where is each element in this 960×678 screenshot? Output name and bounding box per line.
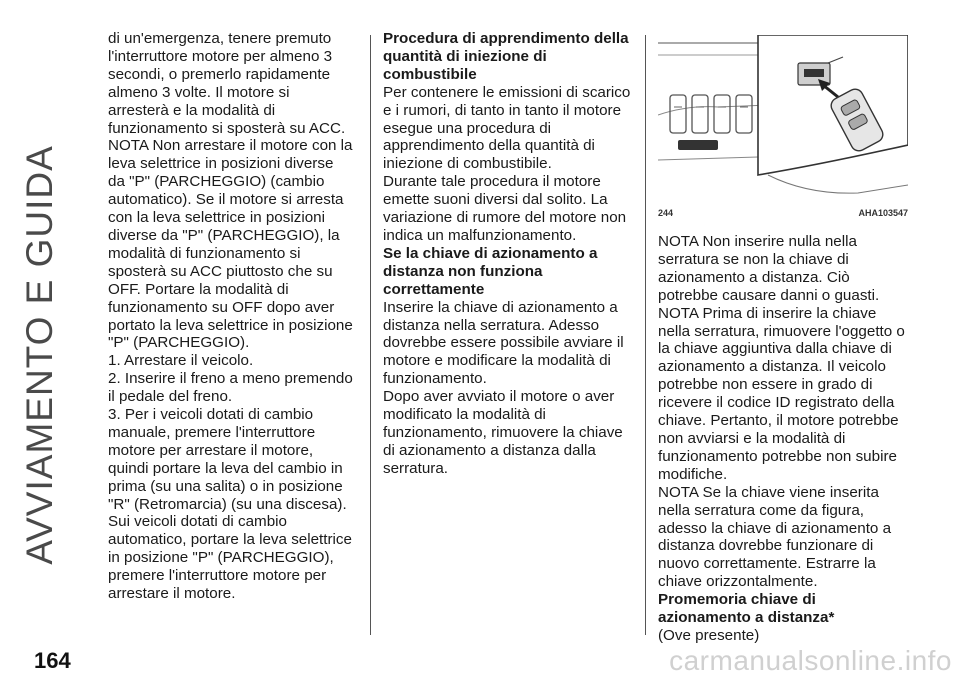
page-number: 164 (34, 648, 71, 673)
column-right (658, 233, 910, 645)
section-side-title: AVVIAMENTO E GUIDA (19, 145, 60, 565)
paragraph: Per contenere le emissioni di scarico e i rumori, di tanto in tanto il motore esegue una procedura di apprendimento della quantità di iniezione di combustibile. (383, 83, 631, 173)
column-left (108, 30, 354, 603)
paragraph: NOTA Non arrestare il motore con la leva selettrice in posizioni diverse da "P" (PARCHEGGIO) (cambio automatico). Se il motore si arresta con la leva selettrice in posizioni diverse da "P" (PARCHEGGIO), la modalità di funzionamento si sposterà su ACC piuttosto che su OFF. Portare la modalità di funzionamento su OFF dopo aver portato la leva selettrice in posizione "P" (PARCHEGGIO). (108, 137, 353, 352)
paragraph: Durante tale procedura il motore emette suoni diversi dal solito. La variazione di rumore del motore non indica un malfunzionamento. (383, 173, 627, 244)
figure-reference: AHA103547 (858, 208, 908, 218)
paragraph: NOTA Prima di inserire la chiave nella serratura, rimuovere l'oggetto o la chiave aggiuntiva dalla chiave di azionamento a distanza. Il veicolo potrebbe non essere in grado di ricevere il codice ID registrato della chiave. Pertanto, il motore potrebbe non avviarsi e la modalità di funzionamento potrebbe non subire modifiche. (658, 304, 905, 483)
paragraph: Dopo aver avviato il motore o aver modificato la modalità di funzionamento, rimuovere la chiave di azionamento a distanza dalla serratura. (383, 388, 623, 477)
section-heading: Procedura di apprendimento della quantità di iniezione di combustibile (383, 30, 629, 83)
column-divider (370, 35, 371, 635)
key-slot-illustration (658, 35, 908, 205)
figure-number: 244 (658, 208, 674, 218)
paragraph: NOTA Se la chiave viene inserita nella serratura come da figura, adesso la chiave di azionamento a distanza dovrebbe funzionare di nuovo correttamente. Estrarre la chiave orizzontalmente. (658, 483, 892, 591)
paragraph: NOTA Non inserire nulla nella serratura se non la chiave di azionamento a distanza. Ciò potrebbe causare danni o guasti. (658, 233, 880, 304)
column-middle (383, 30, 633, 478)
watermark: carmanualsonline.info (669, 645, 952, 676)
column-divider (645, 35, 646, 635)
list-item: 3. Per i veicoli dotati di cambio manuale, premere l'interruttore motore per arrestare il motore, quindi portare la leva del cambio in prima (su una salita) o in posizione "R" (Retromarcia) (su una discesa). Sui veicoli dotati di cambio automatico, portare la leva selettrice in posizione "P" (PARCHEGGIO), premere l'interruttore motore per arrestare il motore. (108, 406, 352, 603)
paragraph: (Ove presente) (658, 626, 760, 644)
paragraph: di un'emergenza, tenere premuto l'interruttore motore per almeno 3 secondi, o premerlo rapidamente almeno 3 volte. Il motore si arresterà e la modalità di funzionamento si sposterà su ACC. (108, 30, 346, 137)
list-item: 2. Inserire il freno a meno premendo il pedale del freno. (108, 370, 353, 406)
section-heading: Promemoria chiave di azionamento a distanza* (658, 591, 835, 627)
list-item: 1. Arrestare il veicolo. (108, 352, 254, 370)
key-slot-drawing (658, 35, 908, 205)
paragraph: Inserire la chiave di azionamento a distanza nella serratura. Adesso dovrebbe essere possibile avviare il motore e modificare la modalità di funzionamento. (383, 298, 624, 388)
section-heading: Se la chiave di azionamento a distanza non funziona correttamente (383, 244, 598, 298)
